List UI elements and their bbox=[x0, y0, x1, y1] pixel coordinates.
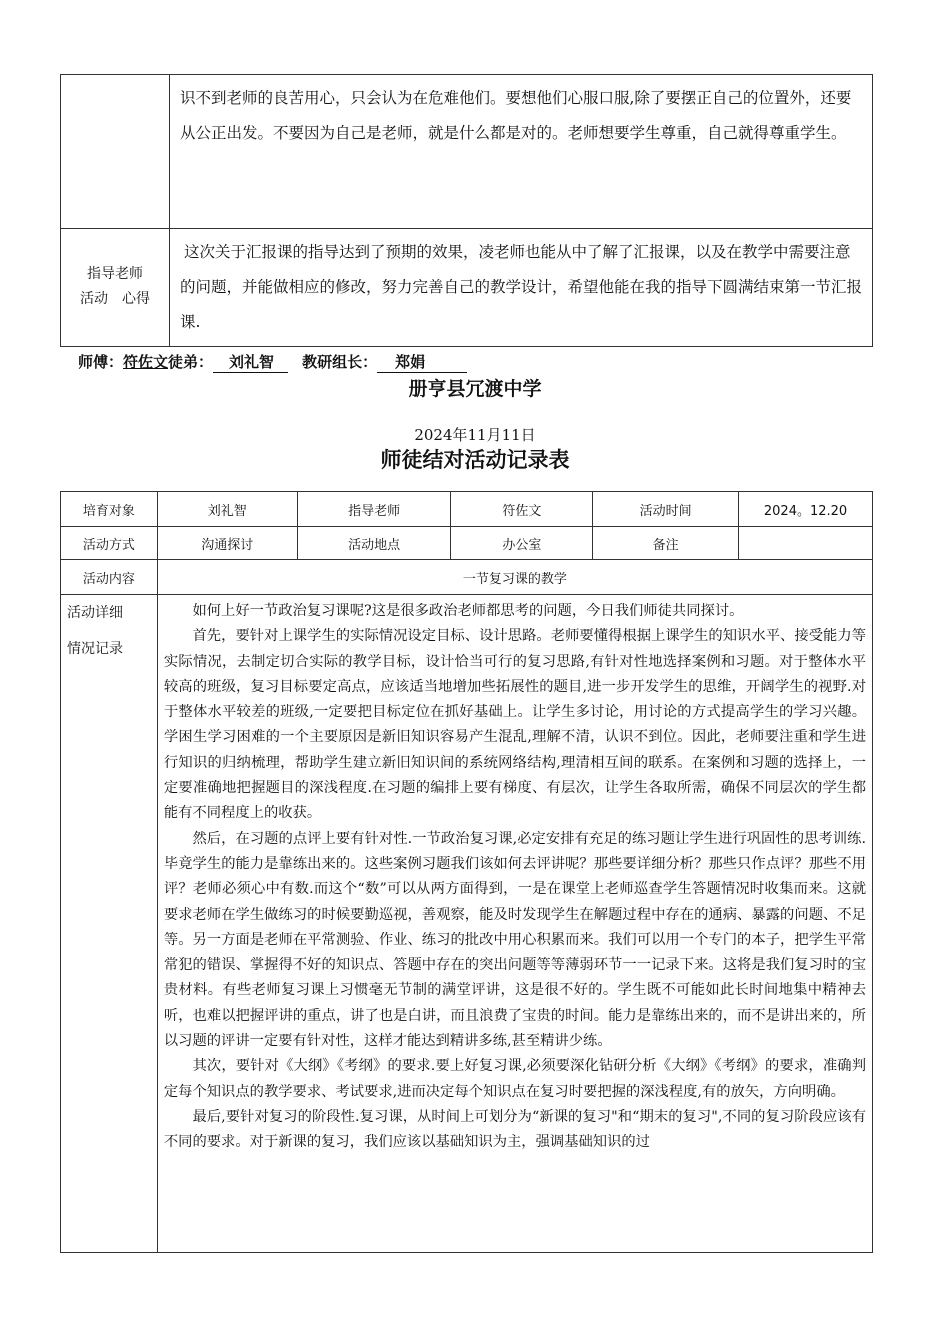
empty-label-cell bbox=[61, 75, 170, 229]
apprentice-name: 刘礼智 bbox=[229, 353, 275, 371]
activity-record-table bbox=[60, 491, 873, 1253]
detail-label-cell bbox=[61, 595, 158, 1253]
reflection-text: 识不到老师的良苦用心，只会认为在危难他们。要想他们心服口服,除了要摆正自己的位置外，还要从公正出发。不要因为自己是老师，就是什么都是对的。老师想要学生尊重，自己就得尊重学生。 bbox=[170, 75, 873, 229]
master-name: 符佐文 bbox=[123, 353, 169, 371]
place-value: 办公室 bbox=[451, 527, 593, 560]
master-label: 师傅： bbox=[78, 353, 124, 371]
detail-label-line2: 情况记录 bbox=[67, 641, 123, 657]
detail-paragraph: 如何上好一节政治复习课呢?这是很多政治老师都思考的问题，今日我们师徒共同探讨。 bbox=[192, 603, 744, 619]
mentor-label: 指导老师 bbox=[297, 492, 451, 527]
continued-record-table bbox=[60, 74, 873, 347]
signature-line bbox=[78, 351, 467, 373]
content-label: 活动内容 bbox=[61, 560, 158, 595]
apprentice-label: 徒弟： bbox=[168, 353, 214, 371]
detail-label-line1: 活动详细 bbox=[67, 605, 123, 621]
detail-paragraph: 其次，要针对《大纲》《考纲》的要求.要上好复习课,必须要深化钻研分析《大纲》《考纲》的要求，准确判定每个知识点的教学要求、考试要求,进而决定每个知识点在复习时要把握的深浅程度,有的放矢，方向明确。 bbox=[163, 1058, 866, 1100]
place-label: 活动地点 bbox=[297, 527, 451, 560]
time-value: 2024。12.20 bbox=[739, 492, 873, 527]
trainee-label: 培育对象 bbox=[61, 492, 158, 527]
detail-paragraph: 首先，要针对上课学生的实际情况设定目标、设计思路。老师要懂得根据上课学生的知识水平、接受能力等实际情况，去制定切合实际的教学目标，设计恰当可行的复习思路,有针对性地选择案例和习题。对于整体水平较高的班级，复习目标要定高点，应该适当地增加些拓展性的题目,进一步开发学生的思维，开阔学生的视野.对于整体水平较差的班级,一定要把目标定位在抓好基础上。让学生多讨论，用讨论的方式提高学生的学习兴趣。学困生学习困难的一个主要原因是新旧知识容易产生混乱,理解不清，认识不到位。因此，老师要注重和学生进行知识的归纳梳理，帮助学生建立新旧知识间的系统网络结构,理清相互间的联系。在案例和习题的选择上，一定要准确地把握题目的深浅程度.在习题的编排上要有梯度、有层次，让学生各取所需，确保不同层次的学生都能有不同程度上的收获。 bbox=[163, 628, 866, 822]
mentor-reflection-text: 这次关于汇报课的指导达到了预期的效果，凌老师也能从中了解了汇报课，以及在教学中需要注意的问题，并能做相应的修改，努力完善自己的教学设计，希望他能在我的指导下圆满结束第一节汇报课. bbox=[170, 229, 873, 347]
content-value: 一节复习课的教学 bbox=[157, 560, 872, 595]
note-value bbox=[739, 527, 873, 560]
school-name: 册亨县冗渡中学 bbox=[408, 378, 542, 400]
detail-paragraph: 最后,要针对复习的阶段性.复习课，从时间上可划分为“新课的复习"和“期末的复习",不同的复习阶段应该有不同的要求。对于新课的复习，我们应该以基础知识为主，强调基础知识的过 bbox=[163, 1108, 866, 1151]
leader-name: 郑娟 bbox=[395, 353, 426, 371]
note-label: 备注 bbox=[593, 527, 739, 560]
trainee-value: 刘礼智 bbox=[157, 492, 297, 527]
document-date: 2024年11月11日 bbox=[414, 426, 536, 444]
page-title: 师徒结对活动记录表 bbox=[380, 448, 570, 472]
detail-paragraph: 然后，在习题的点评上要有针对性.一节政治复习课,必定安排有充足的练习题让学生进行巩固性的思考训练.毕竟学生的能力是靠练出来的。这些案例习题我们该如何去评讲呢？那些要详细分析？那些只作点评？那些不用评？老师必须心中有数.而这个“数”可以从两方面得到，一是在课堂上老师巡查学生答题情况时收集而来。这就要求老师在学生做练习的时候要勤巡视，善观察，能及时发现学生在解题过程中存在的通病、暴露的问题、不足等。另一方面是老师在平常测验、作业、练习的批改中用心积累而来。我们可以用一个专门的本子，把学生平常常犯的错误、掌握得不好的知识点、答题中存在的突出问题等等薄弱环节一一记录下来。这将是我们复习时的宝贵材料。有些老师复习课上习惯毫无节制的满堂评讲，这是很不好的。学生既不可能如此长时间地集中精神去听，也难以把握评讲的重点，讲了也是白讲，而且浪费了宝贵的时间。能力是靠练出来的，而不是讲出来的，所以习题的评讲一定要有针对性，这样才能达到精讲多练,甚至精讲少练。 bbox=[163, 830, 866, 1050]
mentor-reflection-label-line1: 指导老师 bbox=[87, 266, 143, 282]
mentor-value: 符佐文 bbox=[451, 492, 593, 527]
detail-text-cell bbox=[157, 595, 872, 1253]
method-label: 活动方式 bbox=[61, 527, 158, 560]
leader-label: 教研组长： bbox=[302, 353, 378, 371]
mentor-reflection-label-line2: 活动 心得 bbox=[80, 291, 150, 307]
method-value: 沟通探讨 bbox=[157, 527, 297, 560]
mentor-reflection-label-cell bbox=[61, 229, 170, 347]
time-label: 活动时间 bbox=[593, 492, 739, 527]
